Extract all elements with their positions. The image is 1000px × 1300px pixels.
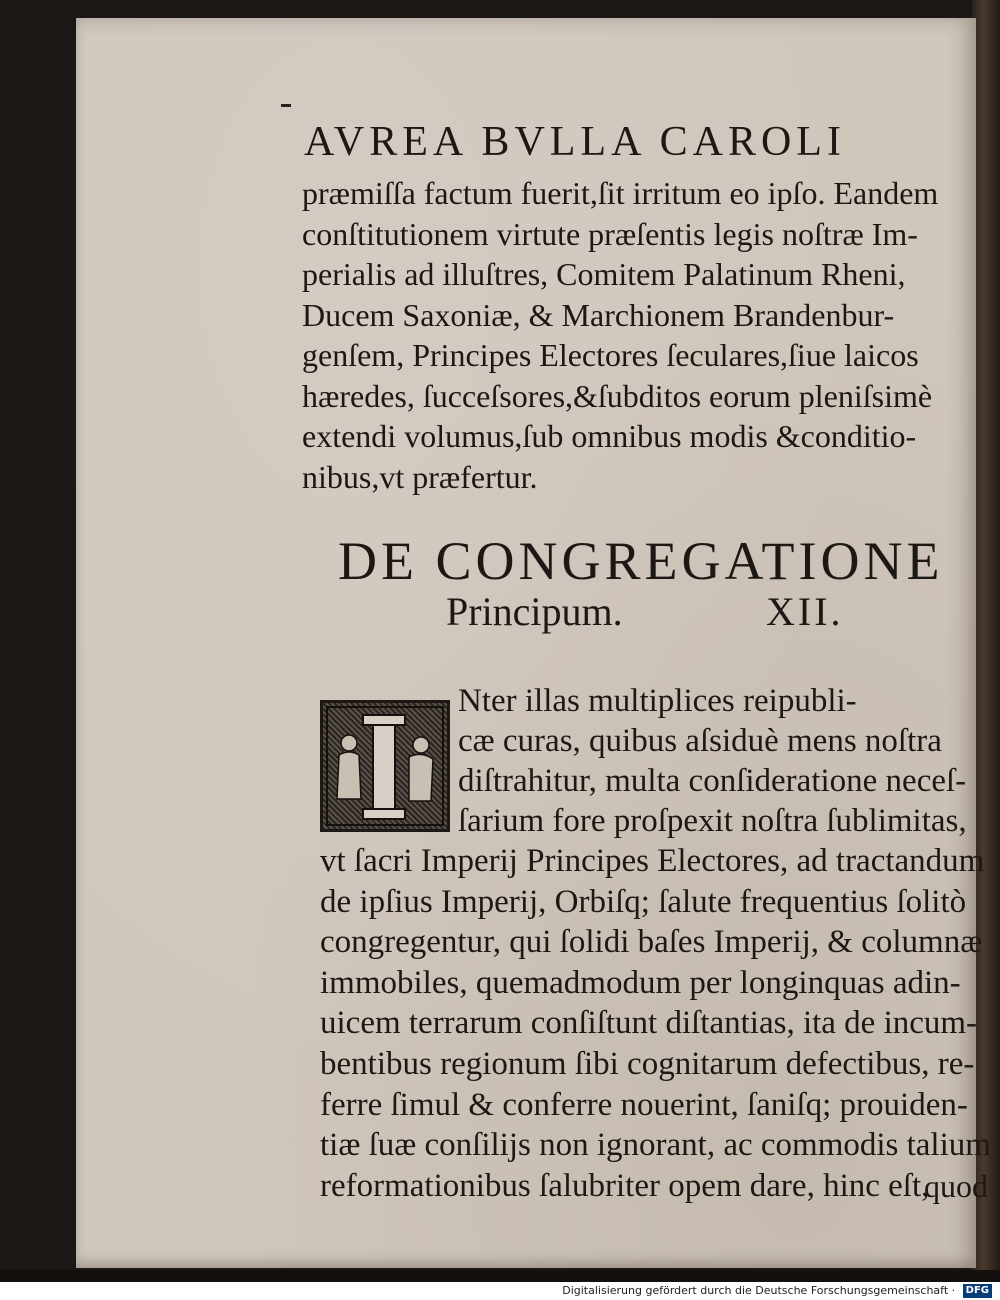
text-line: extendi volumus,ſub omnibus modis &conditio- [302,418,917,454]
decorated-initial-icon [320,700,450,832]
printer-mark [281,104,291,107]
book-edge-bottom [0,1270,1000,1282]
text-line: tiæ ſuæ conſilijs non ignorant, ac commodis talium [320,1127,991,1164]
book-page [76,18,991,1268]
text-line: diſtrahitur, multa conſideratione neceſ- [458,763,967,799]
chapter-number: XII. [766,589,844,634]
text-line: genſem, Principes Electores ſeculares,ſiue laicos [302,337,919,373]
chapter-subheading: Principum. [446,589,623,634]
catchword: quod [924,1168,988,1204]
text-line: ſarium fore proſpexit noſtra ſublimitas, [458,803,967,839]
text-line: cæ curas, quibus aſsiduè mens noſtra [458,723,942,759]
text-line: congregentur, qui ſolidi baſes Imperij, & columnæ [320,924,983,961]
body-paragraph [320,841,1000,1206]
digitization-footer [0,1282,1000,1300]
dfg-logo: DFG [963,1284,992,1298]
text-line: immobiles, quemadmodum per longinquas adin- [320,964,961,1001]
text-line: hæredes, ſucceſsores,&ſubditos eorum pleniſsimè [302,377,933,414]
text-line: perialis ad illuſtres, Comitem Palatinum Rheni, [302,256,906,292]
text-line: Ducem Saxoniæ, & Marchionem Brandenbur- [302,296,895,333]
text-line: reformationibus ſalubriter opem dare, hinc eſt, [320,1167,930,1204]
text-line: bentibus regionum ſibi cognitarum defectibus, re- [320,1045,975,1082]
text-line: ferre ſimul & conferre nouerint, ſaniſq; prouiden- [320,1086,968,1123]
footer-text: Digitalisierung gefördert durch die Deutsche Forschungsgemeinschaft · [562,1284,956,1297]
first-paragraph [302,173,992,497]
text-line: conſtitutionem virtute præſentis legis noſtræ Im- [302,215,918,252]
chapter-heading: DE CONGREGATIONE [338,531,944,591]
text-line: de ipſius Imperij, Orbiſq; ſalute frequentius ſolitò [320,883,967,920]
text-line: uicem terrarum conſiſtunt diſtantias, ita de incum- [320,1005,978,1042]
initial-paragraph-lines [458,681,998,841]
text-line: præmiſſa factum fuerit,ſit irritum eo ipſo. Eandem [302,175,939,211]
text-line: nibus,vt præfertur. [302,458,538,495]
text-line: vt ſacri Imperij Principes Electores, ad tractandum [320,843,985,879]
running-head: AVREA BVLLA CAROLI [304,119,846,165]
text-line: Nter illas multiplices reipubli- [458,683,857,719]
